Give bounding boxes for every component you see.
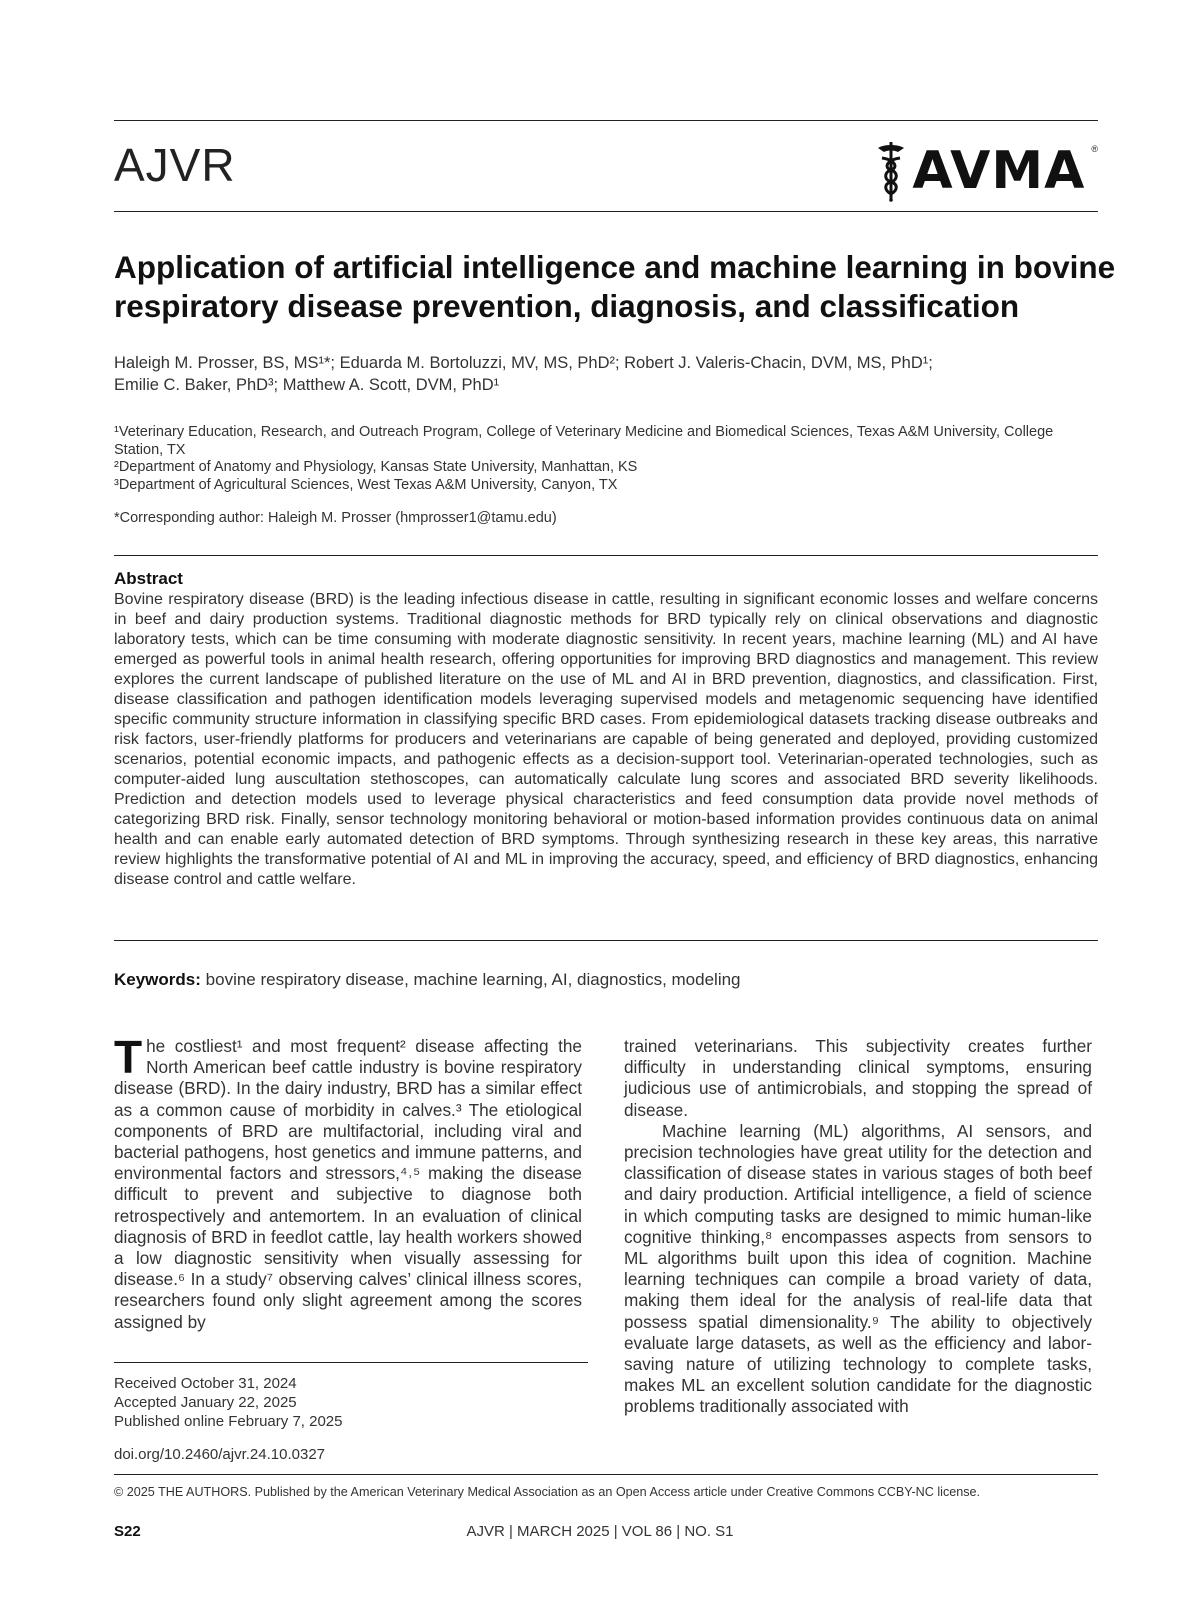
author-line: Haleigh M. Prosser, BS, MS¹*; Eduarda M. Bortoluzzi, MV, MS, PhD²; Robert J. Valeris-Chacin, DVM, MS, PhD¹; bbox=[114, 354, 933, 372]
body-paragraph: trained veterinarians. This subjectivity creates further difficulty in understanding clinical symptoms, ensuring judicious use of antimicrobials, and stopping the spread of disease. bbox=[624, 1036, 1092, 1120]
accepted-date: Accepted January 22, 2025 bbox=[114, 1394, 297, 1411]
abstract-text: Bovine respiratory disease (BRD) is the leading infectious disease in cattle, resulting in significant economic losses and welfare concerns in beef and dairy production systems. Traditional diagnostic methods for BRD typically rely on clinical observations and diagnostic laboratory tests, which can be time consuming with moderate diagnostic sensitivity. In recent years, machine learning (ML) and AI have emerged as powerful tools in animal health research, offering opportunities for improving BRD diagnostics and management. This review explores the current landscape of published literature on the use of ML and AI in BRD prevention, diagnostics, and classification. First, disease classification and pathogen identification models leveraging supervised models and metagenomic sequencing have identified specific community structure information in classifying specific BRD cases. From epidemiological datasets tracking disease outbreaks and risk factors, user-friendly platforms for producers and veterinarians are capable of being generated and deployed, providing customized scenarios, potential economic impacts, and pathogenic effects as a decision-support tool. Veterinarian-operated technologies, such as computer-aided lung auscultation stethoscopes, can automatically calculate lung scores and associated BRD severity likelihoods. Prediction and detection models used to leverage physical characteristics and feed consumption data provide novel methods of categorizing BRD risk. Finally, sensor technology monitoring behavioral or motion-based information provides continuous data on animal health and can enable early automated detection of BRD symptoms. Through synthesizing research in these key areas, this narrative review highlights the transformative potential of AI and ML in improving the accuracy, speed, and efficiency of BRD diagnostics, enhancing disease control and cattle welfare. bbox=[114, 591, 1098, 888]
drop-cap: T bbox=[114, 1036, 143, 1083]
running-footer: AJVR | MARCH 2025 | VOL 86 | NO. S1 bbox=[466, 1523, 734, 1540]
title-line: Application of artificial intelligence and machine learning in bovine bbox=[114, 249, 1116, 285]
author-line: Emilie C. Baker, PhD³; Matthew A. Scott, DVM, PhD¹ bbox=[114, 376, 500, 394]
body-right-column bbox=[624, 1036, 1092, 1418]
received-date: Received October 31, 2024 bbox=[114, 1375, 297, 1392]
abstract-top-rule bbox=[114, 555, 1098, 556]
journal-name: AJVR bbox=[114, 139, 236, 191]
title-line: respiratory disease prevention, diagnosis, and classification bbox=[114, 288, 1020, 324]
author-list bbox=[114, 352, 1104, 396]
page-number: S22 bbox=[114, 1523, 141, 1540]
corresponding-author: *Corresponding author: Haleigh M. Prosser (hmprosser1@tamu.edu) bbox=[114, 510, 557, 526]
body-paragraph: Machine learning (ML) algorithms, AI sensors, and precision technologies have great utility for the detection and classification of disease states in various stages of both beef and dairy production. Artificial intelligence, a field of science in which computing tasks are designed to mimic human-like cognitive thinking,⁸ encompasses aspects from sensors to ML algorithms built upon this idea of cognition. Machine learning techniques can compile a broad variety of data, making them ideal for the analysis of real-life data that possess spatial dimensionality.⁹ The ability to objectively evaluate large datasets, as well as the efficiency and labor-saving nature of utilizing technology to complete tasks, makes ML an excellent solution candidate for the diagnostic problems traditionally associated with bbox=[624, 1120, 1092, 1417]
caduceus-icon bbox=[876, 140, 906, 202]
abstract-heading: Abstract bbox=[114, 569, 183, 588]
abstract-bottom-rule bbox=[114, 940, 1098, 941]
doi-link[interactable]: doi.org/10.2460/ajvr.24.10.0327 bbox=[114, 1446, 326, 1463]
header-rule bbox=[114, 211, 1098, 212]
affiliation: ³Department of Agricultural Sciences, West Texas A&M University, Canyon, TX bbox=[114, 476, 618, 493]
article-dates bbox=[114, 1374, 343, 1431]
license-rule bbox=[114, 1474, 1098, 1475]
license-text: © 2025 THE AUTHORS. Published by the American Veterinary Medical Association as an Open Access article under Creative Commons CCBY-NC license. bbox=[114, 1485, 981, 1499]
publisher-logo bbox=[876, 140, 1098, 202]
avma-wordmark: AVMA bbox=[912, 141, 1086, 201]
affiliations bbox=[114, 424, 1098, 494]
affiliation: ¹Veterinary Education, Research, and Outreach Program, College of Veterinary Medicine and Biomedical Sciences, Texas A&M University, College Station, TX bbox=[114, 424, 1054, 458]
registered-mark: ® bbox=[1091, 144, 1098, 154]
keywords-text: bovine respiratory disease, machine learning, AI, diagnostics, modeling bbox=[205, 970, 741, 989]
body-paragraph: he costliest¹ and most frequent² disease affecting the North American beef cattle industry is bovine respiratory disease (BRD). In the dairy industry, BRD has a similar effect as a common cause of morbidity in calves.³ The etiological components of BRD are multifactorial, including viral and bacterial pathogens, host genetics and immune patterns, and environmental factors and stressors,⁴˒⁵ making the disease difficult to prevent and subjective to diagnose both retrospectively and antemortem. In an evaluation of clinical diagnosis of BRD in feedlot cattle, lay health workers showed a low diagnostic sensitivity when visually assessing for disease.⁶ In a study⁷ observing calves’ clinical illness scores, researchers found only slight agreement among the scores assigned by bbox=[114, 1036, 582, 1332]
dates-rule bbox=[114, 1362, 588, 1363]
published-date: Published online February 7, 2025 bbox=[114, 1413, 343, 1430]
top-rule bbox=[114, 120, 1098, 121]
keywords bbox=[114, 970, 741, 990]
article-title bbox=[114, 248, 1116, 326]
keywords-label: Keywords: bbox=[114, 970, 201, 989]
affiliation: ²Department of Anatomy and Physiology, Kansas State University, Manhattan, KS bbox=[114, 459, 638, 475]
body-left-column bbox=[114, 1036, 582, 1336]
